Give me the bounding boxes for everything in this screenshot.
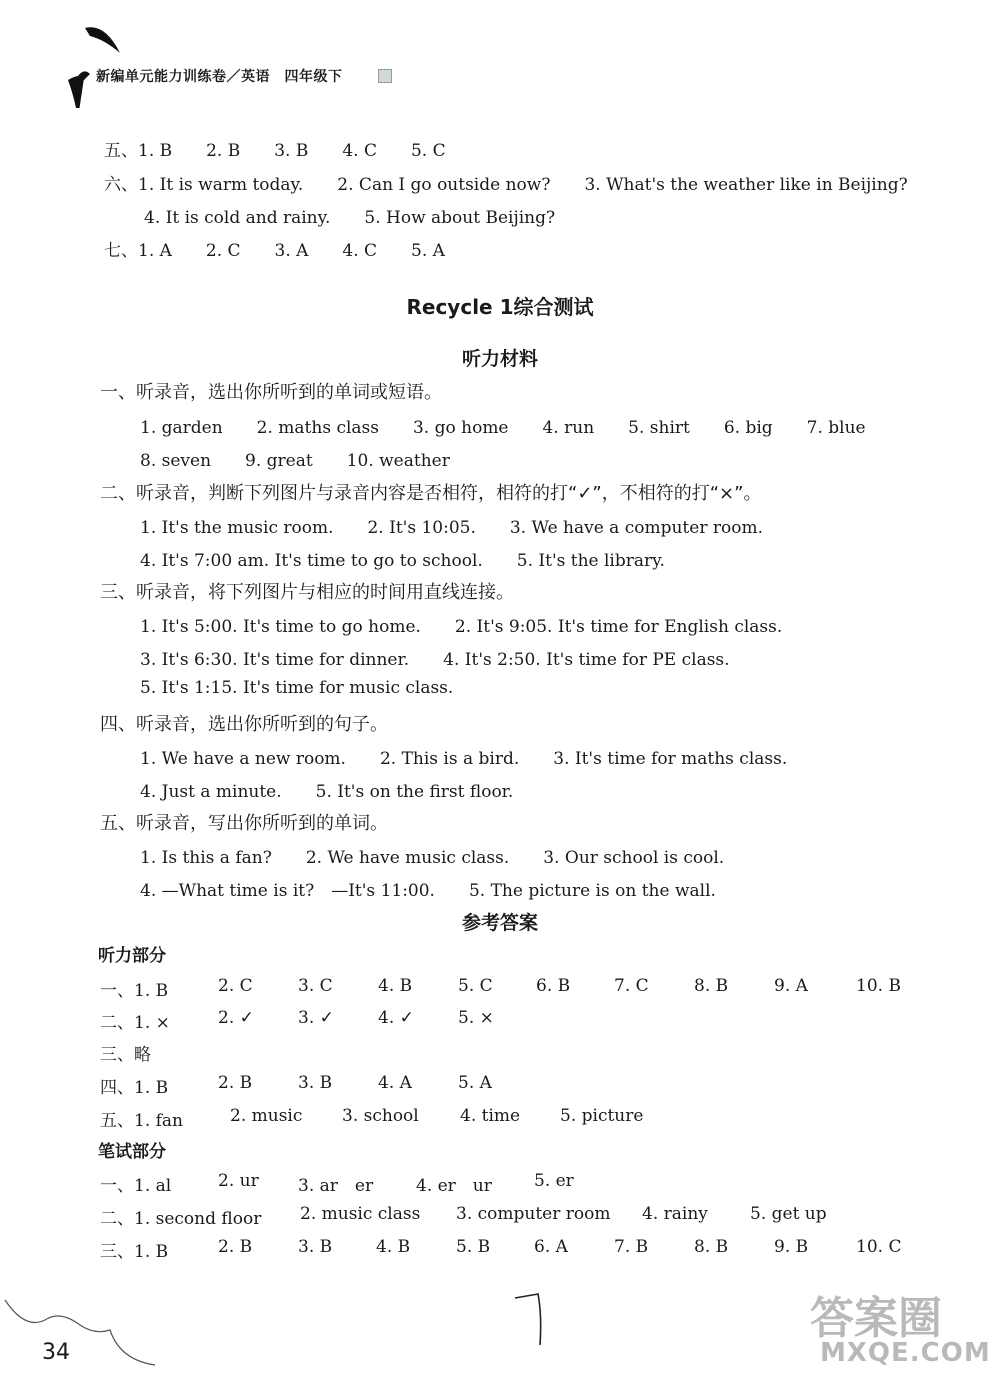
written-part-label: 笔试部分	[98, 1142, 166, 1162]
answer-cell: 三、1. B	[100, 1242, 169, 1262]
header-square-icon	[378, 69, 392, 83]
answer-cell: 5. get up	[750, 1204, 827, 1224]
answer-cell: 2. C	[218, 976, 253, 996]
answers-title: 参考答案	[461, 912, 538, 934]
section-heading: 二、听录音，判断下列图片与录音内容是否相符，相符的打“✓”，不相符的打“×”。	[100, 483, 762, 504]
listening-line: 4. Just a minute. 5. It's on the first floor.	[140, 782, 514, 802]
answer-cell: 2. ✓	[218, 1008, 254, 1028]
answer-cell: 5. B	[456, 1237, 491, 1257]
listening-line: 3. It's 6:30. It's time for dinner. 4. It's 2:50. It's time for PE class.	[140, 650, 730, 670]
prev-line: 五、1. B 2. B 3. B 4. C 5. C	[104, 141, 446, 161]
test-title: Recycle 1综合测试	[406, 295, 594, 319]
answer-cell: 3. B	[298, 1237, 333, 1257]
answer-cell: 4. er ur	[416, 1176, 492, 1196]
section-heading: 五、听录音，写出你所听到的单词。	[100, 813, 388, 834]
watermark-bottom: MXQE.COM	[820, 1338, 991, 1368]
answer-cell: 2. ur	[218, 1171, 259, 1191]
answer-cell: 五、1. fan	[100, 1111, 183, 1131]
answer-cell: 5. er	[534, 1171, 574, 1191]
answer-cell: 9. A	[774, 976, 808, 996]
answer-cell: 2. B	[218, 1073, 253, 1093]
answer-cell: 4. time	[460, 1106, 521, 1126]
answer-cell: 8. B	[694, 976, 729, 996]
answer-cell: 4. ✓	[378, 1008, 414, 1028]
answer-cell: 7. B	[614, 1237, 649, 1257]
answer-cell: 3. ar er	[298, 1176, 374, 1196]
bird-logo-icon	[60, 18, 130, 108]
answer-cell: 10. B	[856, 976, 901, 996]
watermark-top: 答案圈	[810, 1293, 942, 1344]
answer-cell: 7. C	[614, 976, 649, 996]
answer-cell: 8. B	[694, 1237, 729, 1257]
answer-cell: 9. B	[774, 1237, 809, 1257]
listening-line: 4. —What time is it? —It's 11:00. 5. The picture is on the wall.	[140, 881, 716, 901]
prev-line: 六、1. It is warm today. 2. Can I go outside now? 3. What's the weather like in Beijing?	[104, 175, 908, 195]
listening-title: 听力材料	[461, 348, 538, 370]
answer-cell: 一、1. B	[100, 981, 169, 1001]
answer-cell: 3. ✓	[298, 1008, 334, 1028]
section-heading: 三、听录音，将下列图片与相应的时间用直线连接。	[100, 582, 514, 603]
listening-part-label: 听力部分	[98, 946, 166, 966]
answer-cell: 一、1. al	[100, 1176, 172, 1196]
answer-cell: 二、1. ×	[100, 1013, 170, 1033]
listening-line: 5. It's 1:15. It's time for music class.	[140, 678, 454, 698]
prev-line: 4. It is cold and rainy. 5. How about Beijing?	[144, 208, 556, 228]
listening-line: 1. Is this a fan? 2. We have music class. 3. Our school is cool.	[140, 848, 725, 868]
listening-line: 4. It's 7:00 am. It's time to go to school. 5. It's the library.	[140, 551, 665, 571]
section-heading: 四、听录音，选出你所听到的句子。	[100, 714, 388, 735]
section-heading: 一、听录音，选出你所听到的单词或短语。	[100, 382, 442, 403]
header-title: 新编单元能力训练卷／英语 四年级下	[96, 69, 343, 85]
listening-line: 1. It's 5:00. It's time to go home. 2. It's 9:05. It's time for English class.	[140, 617, 783, 637]
answer-cell: 2. music class	[300, 1204, 421, 1224]
answer-cell: 6. B	[536, 976, 571, 996]
answer-cell: 三、略	[100, 1045, 151, 1065]
answer-cell: 5. C	[458, 976, 493, 996]
listening-line: 1. We have a new room. 2. This is a bird. 3. It's time for maths class.	[140, 749, 788, 769]
prev-line: 七、1. A 2. C 3. A 4. C 5. A	[104, 241, 445, 261]
listening-line: 1. garden 2. maths class 3. go home 4. run 5. shirt 6. big 7. blue	[140, 418, 866, 438]
answer-cell: 5. picture	[560, 1106, 644, 1126]
answer-cell: 4. rainy	[642, 1204, 708, 1224]
listening-line: 1. It's the music room. 2. It's 10:05. 3. We have a computer room.	[140, 518, 763, 538]
answer-cell: 5. ×	[458, 1008, 494, 1028]
answer-cell: 10. C	[856, 1237, 902, 1257]
answer-cell: 四、1. B	[100, 1078, 169, 1098]
answer-cell: 6. A	[534, 1237, 568, 1257]
answer-cell: 2. music	[230, 1106, 303, 1126]
answer-cell: 3. computer room	[456, 1204, 611, 1224]
answer-cell: 5. A	[458, 1073, 492, 1093]
pen-mark-icon	[510, 1290, 550, 1350]
page-number: 34	[42, 1340, 70, 1365]
cloud-doodle-icon	[0, 1290, 170, 1370]
answer-cell: 4. A	[378, 1073, 412, 1093]
answer-cell: 3. B	[298, 1073, 333, 1093]
listening-line: 8. seven 9. great 10. weather	[140, 451, 450, 471]
answer-cell: 二、1. second floor	[100, 1209, 262, 1229]
answer-cell: 4. B	[378, 976, 413, 996]
answer-cell: 2. B	[218, 1237, 253, 1257]
answer-cell: 3. C	[298, 976, 333, 996]
answer-cell: 4. B	[376, 1237, 411, 1257]
answer-cell: 3. school	[342, 1106, 419, 1126]
